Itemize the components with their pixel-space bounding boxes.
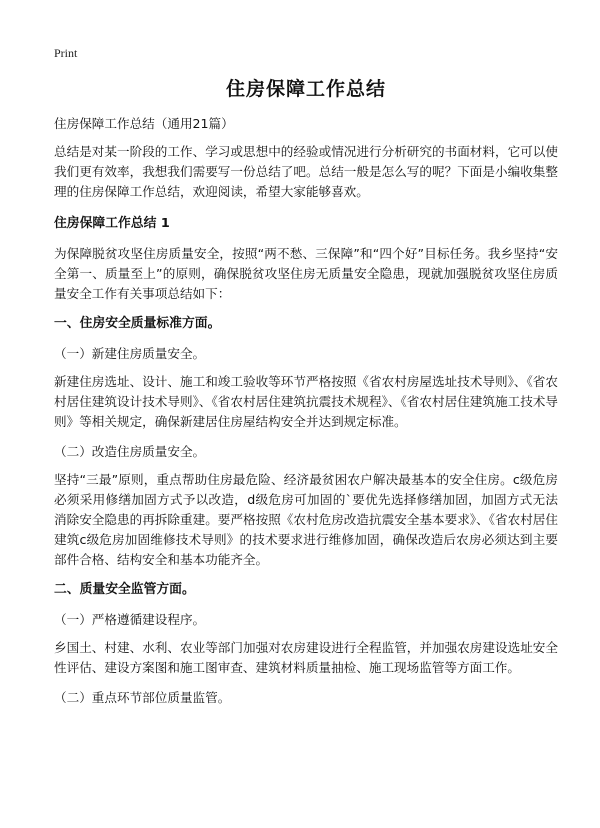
part-2-item-2-heading: （二）重点环节部位质量监管。 (54, 690, 231, 705)
part-2-item-1-paragraph: 乡国土、村建、水利、农业等部门加强对农房建设进行全程监管，并加强农房建设选址安全性评估、建设方案图和施工图审查、建筑材料质量抽检、施工现场监管等方面工作。 (54, 640, 558, 675)
intro-paragraph: 总结是对某一阶段的工作、学习或思想中的经验或情况进行分析研究的书面材料，它可以使我们更有效率，我想我们需要写一份总结了吧。总结一般是怎么写的呢？下面是小编收集整理的住房保障工作总结，欢迎阅读，希望大家能够喜欢。 (54, 144, 558, 199)
print-label[interactable]: Print (54, 46, 78, 60)
document-subtitle: 住房保障工作总结（通用21篇） (54, 116, 234, 131)
part-1-item-2-heading: （二）改造住房质量安全。 (54, 444, 206, 459)
part-1-item-1-paragraph: 新建住房选址、设计、施工和竣工验收等环节严格按照《省农村房屋选址技术导则》、《省农村居住建筑设计技术导则》、《省农村居住建筑抗震技术规程》、《省农村居住建筑施工技术导则》等相关规定，确保新建居住房屋结构安全并达到规定标准。 (54, 374, 558, 429)
document-title: 住房保障工作总结 (225, 78, 386, 100)
section-1-heading: 住房保障工作总结 1 (54, 216, 170, 231)
part-1-item-1-heading: （一）新建住房质量安全。 (54, 346, 206, 361)
section-1-paragraph: 为保障脱贫攻坚住房质量安全，按照“两不愁、三保障”和“四个好”目标任务。我乡坚持“安全第一、质量至上”的原则，确保脱贫攻坚住房无质量安全隐患，现就加强脱贫攻坚住房质量安全工作有关事项总结如下： (54, 246, 558, 301)
part-2-item-1-heading: （一）严格遵循建设程序。 (54, 612, 206, 627)
part-2-heading: 二、质量安全监管方面。 (54, 582, 195, 597)
part-1-item-2-paragraph: 坚持“三最”原则，重点帮助住房最危险、经济最贫困农户解决最基本的安全住房。c级危房必须采用修缮加固方式予以改造，d级危房可加固的`要优先选择修缮加固，加固方式无法消除安全隐患的再拆除重建。要严格按照《农村危房改造抗震安全基本要求》、《省农村居住建筑c级危房加固维修技术导则》的技术要求进行维修加固，确保改造后农房必须达到主要部件合格、结构安全和基本功能齐全。 (54, 472, 558, 567)
part-1-heading: 一、住房安全质量标准方面。 (54, 316, 221, 331)
